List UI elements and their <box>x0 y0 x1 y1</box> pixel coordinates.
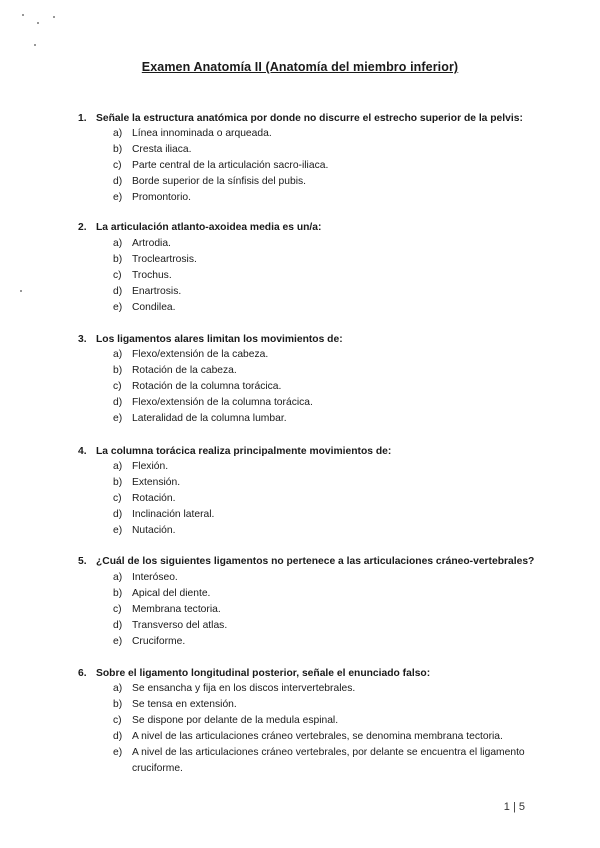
option-letter: a) <box>113 461 123 472</box>
option-text: A nivel de las articulaciones cráneo vertebrales, se denomina membrana tectoria. <box>132 731 503 742</box>
option-letter: d) <box>113 176 123 187</box>
option-text: Trocleartrosis. <box>132 254 197 265</box>
option-b[interactable] <box>113 697 533 713</box>
option-text: Cresta iliaca. <box>132 144 192 155</box>
option-letter: d) <box>113 286 123 297</box>
option-text: Rotación de la columna torácica. <box>132 381 282 392</box>
scan-speck <box>34 44 36 46</box>
option-letter: c) <box>113 270 122 281</box>
option-text: Artrodia. <box>132 238 171 249</box>
option-letter: c) <box>113 493 122 504</box>
option-c[interactable] <box>113 158 328 174</box>
option-e[interactable] <box>113 745 533 776</box>
option-letter: a) <box>113 238 123 249</box>
option-text: Apical del diente. <box>132 588 211 599</box>
option-text: Borde superior de la sínfisis del pubis. <box>132 176 306 187</box>
question-3 <box>78 334 343 345</box>
option-e[interactable] <box>113 190 328 206</box>
option-letter: a) <box>113 683 123 694</box>
question-6-options <box>113 681 533 776</box>
option-letter: c) <box>113 715 122 726</box>
scan-speck <box>22 14 24 16</box>
option-letter: d) <box>113 509 123 520</box>
option-letter: e) <box>113 525 123 536</box>
option-text: A nivel de las articulaciones cráneo vertebrales, por delante se encuentra el ligamento cruciforme. <box>132 747 525 774</box>
option-letter: d) <box>113 731 123 742</box>
option-text: Promontorio. <box>132 192 191 203</box>
question-text: Los ligamentos alares limitan los movimientos de: <box>96 334 343 345</box>
option-text: Parte central de la articulación sacro-iliaca. <box>132 160 329 171</box>
option-text: Extensión. <box>132 477 181 488</box>
option-letter: e) <box>113 413 123 424</box>
option-a[interactable] <box>113 126 328 142</box>
question-number: 5. <box>78 556 87 567</box>
option-text: Inclinación lateral. <box>132 509 215 520</box>
question-text: ¿Cuál de los siguientes ligamentos no pertenece a las articulaciones cráneo-vertebrales? <box>96 556 535 567</box>
option-text: Transverso del atlas. <box>132 620 228 631</box>
option-text: Trochus. <box>132 270 172 281</box>
option-e[interactable] <box>113 411 313 427</box>
question-number: 1. <box>78 113 87 124</box>
option-text: Cruciforme. <box>132 636 186 647</box>
option-d[interactable] <box>113 729 533 745</box>
option-d[interactable] <box>113 507 214 523</box>
question-3-options <box>113 347 313 427</box>
question-text: Señale la estructura anatómica por donde no discurre el estrecho superior de la pelvis: <box>96 113 523 124</box>
question-6 <box>78 668 430 679</box>
question-2 <box>78 222 321 233</box>
option-d[interactable] <box>113 174 328 190</box>
option-letter: a) <box>113 128 123 139</box>
option-letter: b) <box>113 699 123 710</box>
option-e[interactable] <box>113 523 214 539</box>
option-letter: e) <box>113 747 123 758</box>
option-letter: c) <box>113 604 122 615</box>
question-number: 6. <box>78 668 87 679</box>
option-letter: e) <box>113 302 123 313</box>
question-text: La articulación atlanto-axoidea media es un/a: <box>96 222 322 233</box>
option-text: Interóseo. <box>132 572 178 583</box>
question-number: 4. <box>78 446 87 457</box>
option-text: Nutación. <box>132 525 176 536</box>
option-letter: a) <box>113 349 123 360</box>
option-a[interactable] <box>113 236 197 252</box>
option-text: Se tensa en extensión. <box>132 699 237 710</box>
option-letter: a) <box>113 572 123 583</box>
option-d[interactable] <box>113 395 313 411</box>
option-a[interactable] <box>113 681 533 697</box>
question-1-options <box>113 126 328 206</box>
option-a[interactable] <box>113 570 227 586</box>
question-2-options <box>113 236 197 316</box>
option-e[interactable] <box>113 300 197 316</box>
option-d[interactable] <box>113 618 227 634</box>
option-letter: b) <box>113 365 123 376</box>
option-c[interactable] <box>113 602 227 618</box>
page-number: 1 | 5 <box>503 801 525 813</box>
option-letter: b) <box>113 588 123 599</box>
option-text: Enartrosis. <box>132 286 182 297</box>
option-letter: c) <box>113 381 122 392</box>
option-b[interactable] <box>113 363 313 379</box>
option-letter: d) <box>113 620 123 631</box>
scan-speck <box>20 290 22 292</box>
option-d[interactable] <box>113 284 197 300</box>
option-letter: b) <box>113 254 123 265</box>
option-text: Flexión. <box>132 461 169 472</box>
option-b[interactable] <box>113 475 214 491</box>
option-c[interactable] <box>113 713 533 729</box>
option-c[interactable] <box>113 379 313 395</box>
option-letter: d) <box>113 397 123 408</box>
option-text: Lateralidad de la columna lumbar. <box>132 413 287 424</box>
option-b[interactable] <box>113 142 328 158</box>
option-a[interactable] <box>113 347 313 363</box>
exam-title: Examen Anatomía II (Anatomía del miembro inferior) <box>141 60 459 74</box>
option-letter: e) <box>113 192 123 203</box>
option-text: Línea innominada o arqueada. <box>132 128 272 139</box>
question-4-options <box>113 459 214 539</box>
option-b[interactable] <box>113 586 227 602</box>
question-1 <box>78 113 523 124</box>
question-text: Sobre el ligamento longitudinal posterior, señale el enunciado falso: <box>96 668 431 679</box>
option-text: Rotación de la cabeza. <box>132 365 237 376</box>
option-text: Rotación. <box>132 493 176 504</box>
question-5-options <box>113 570 227 650</box>
option-letter: b) <box>113 477 123 488</box>
option-letter: c) <box>113 160 122 171</box>
option-a[interactable] <box>113 459 214 475</box>
option-text: Se ensancha y fija en los discos intervertebrales. <box>132 683 356 694</box>
option-letter: b) <box>113 144 123 155</box>
option-e[interactable] <box>113 634 227 650</box>
scan-speck <box>53 16 55 18</box>
question-number: 2. <box>78 222 87 233</box>
option-c[interactable] <box>113 491 214 507</box>
question-5 <box>78 556 534 567</box>
option-text: Flexo/extensión de la cabeza. <box>132 349 269 360</box>
option-text: Flexo/extensión de la columna torácica. <box>132 397 313 408</box>
option-text: Se dispone por delante de la medula espinal. <box>132 715 339 726</box>
question-number: 3. <box>78 334 87 345</box>
scan-speck <box>37 22 39 24</box>
question-text: La columna torácica realiza principalmente movimientos de: <box>96 446 392 457</box>
option-letter: e) <box>113 636 123 647</box>
option-text: Condilea. <box>132 302 176 313</box>
question-4 <box>78 446 391 457</box>
option-b[interactable] <box>113 252 197 268</box>
option-text: Membrana tectoria. <box>132 604 221 615</box>
option-c[interactable] <box>113 268 197 284</box>
